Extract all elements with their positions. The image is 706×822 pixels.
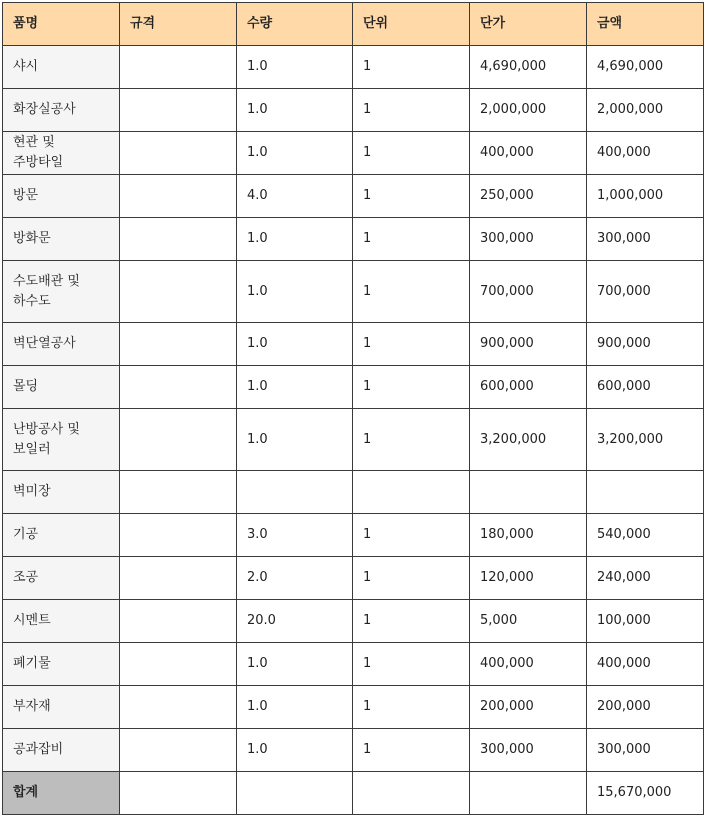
table-row (3, 132, 704, 175)
cell-amount: 540,000 (587, 514, 704, 557)
header-row (3, 3, 704, 46)
cell-amount: 240,000 (587, 557, 704, 600)
cell-unit-price: 250,000 (470, 175, 587, 218)
header-quantity: 수량 (237, 3, 353, 46)
cell-unit: 1 (353, 557, 470, 600)
cell-spec (120, 46, 237, 89)
cell-item-name: 난방공사 및 보일러 (3, 409, 120, 471)
cell-quantity: 2.0 (237, 557, 353, 600)
cell-spec (120, 323, 237, 366)
cell-item-name: 방문 (3, 175, 120, 218)
cell-quantity: 1.0 (237, 409, 353, 471)
cell-unit-price: 400,000 (470, 132, 587, 175)
table-row (3, 514, 704, 557)
cell-item-name: 벽미장 (3, 471, 120, 514)
cell-item-name: 조공 (3, 557, 120, 600)
header-unit: 단위 (353, 3, 470, 46)
table-row (3, 175, 704, 218)
cell-spec (120, 471, 237, 514)
table-row (3, 600, 704, 643)
total-amount: 15,670,000 (587, 772, 704, 815)
cell-quantity: 1.0 (237, 261, 353, 323)
cell-amount: 400,000 (587, 132, 704, 175)
cell-unit: 1 (353, 514, 470, 557)
cell-item-name: 화장실공사 (3, 89, 120, 132)
cell-unit: 1 (353, 46, 470, 89)
cell-unit: 1 (353, 643, 470, 686)
cell-amount: 100,000 (587, 600, 704, 643)
cell-unit: 1 (353, 261, 470, 323)
table-row (3, 643, 704, 686)
table-row (3, 89, 704, 132)
estimate-table (2, 2, 704, 815)
cell-amount: 900,000 (587, 323, 704, 366)
table-row (3, 261, 704, 323)
cell-amount: 300,000 (587, 729, 704, 772)
header-unit-price: 단가 (470, 3, 587, 46)
cell-item-name: 현관 및 주방타일 (3, 132, 120, 175)
table-row (3, 471, 704, 514)
cell-item-name: 벽단열공사 (3, 323, 120, 366)
cell-quantity: 1.0 (237, 686, 353, 729)
cell-unit-price: 300,000 (470, 729, 587, 772)
cell-unit: 1 (353, 409, 470, 471)
cell-quantity (237, 471, 353, 514)
cell-spec (120, 366, 237, 409)
cell-spec (120, 175, 237, 218)
header-spec: 규격 (120, 3, 237, 46)
cell-spec (120, 600, 237, 643)
cell-spec (120, 729, 237, 772)
total-label: 합계 (3, 772, 120, 815)
cell-unit-price: 120,000 (470, 557, 587, 600)
cell-unit-price: 900,000 (470, 323, 587, 366)
table-row (3, 557, 704, 600)
cell-item-name: 몰딩 (3, 366, 120, 409)
cell-unit-price: 4,690,000 (470, 46, 587, 89)
cell-amount (587, 471, 704, 514)
cell-unit-price: 2,000,000 (470, 89, 587, 132)
cell-quantity: 1.0 (237, 643, 353, 686)
cell-unit: 1 (353, 366, 470, 409)
cell-unit-price: 200,000 (470, 686, 587, 729)
cell-item-name: 기공 (3, 514, 120, 557)
table-row (3, 729, 704, 772)
cell-spec (120, 89, 237, 132)
cell-item-name: 공과잡비 (3, 729, 120, 772)
cell-amount: 1,000,000 (587, 175, 704, 218)
cell-item-name: 방화문 (3, 218, 120, 261)
cell-unit-price: 5,000 (470, 600, 587, 643)
cell-unit-price: 600,000 (470, 366, 587, 409)
total-empty-cell (120, 772, 237, 815)
cell-item-name: 샤시 (3, 46, 120, 89)
cell-spec (120, 686, 237, 729)
cell-unit: 1 (353, 686, 470, 729)
table-header (3, 3, 704, 46)
cell-spec (120, 557, 237, 600)
cell-amount: 600,000 (587, 366, 704, 409)
total-empty-cell (470, 772, 587, 815)
cell-quantity: 1.0 (237, 729, 353, 772)
table-body (3, 46, 704, 772)
table-row (3, 323, 704, 366)
cell-amount: 400,000 (587, 643, 704, 686)
cell-item-name: 부자재 (3, 686, 120, 729)
total-empty-cell (237, 772, 353, 815)
cell-unit (353, 471, 470, 514)
total-empty-cell (353, 772, 470, 815)
cell-unit-price: 300,000 (470, 218, 587, 261)
cell-unit-price: 400,000 (470, 643, 587, 686)
cell-amount: 300,000 (587, 218, 704, 261)
cell-amount: 700,000 (587, 261, 704, 323)
cell-quantity: 1.0 (237, 132, 353, 175)
cell-amount: 4,690,000 (587, 46, 704, 89)
cell-spec (120, 409, 237, 471)
cell-unit: 1 (353, 729, 470, 772)
cell-quantity: 1.0 (237, 366, 353, 409)
cell-unit: 1 (353, 89, 470, 132)
cell-item-name: 폐기물 (3, 643, 120, 686)
cell-quantity: 4.0 (237, 175, 353, 218)
cell-unit-price: 3,200,000 (470, 409, 587, 471)
table-row (3, 218, 704, 261)
cell-amount: 200,000 (587, 686, 704, 729)
cell-quantity: 1.0 (237, 218, 353, 261)
cell-spec (120, 643, 237, 686)
cell-unit: 1 (353, 218, 470, 261)
cell-spec (120, 132, 237, 175)
cell-unit: 1 (353, 132, 470, 175)
cell-quantity: 1.0 (237, 46, 353, 89)
cell-amount: 2,000,000 (587, 89, 704, 132)
cell-unit: 1 (353, 175, 470, 218)
cell-quantity: 1.0 (237, 89, 353, 132)
table-footer (3, 772, 704, 815)
cell-item-name: 시멘트 (3, 600, 120, 643)
cell-quantity: 20.0 (237, 600, 353, 643)
cell-unit: 1 (353, 323, 470, 366)
cell-spec (120, 514, 237, 557)
cell-quantity: 3.0 (237, 514, 353, 557)
cell-unit-price: 180,000 (470, 514, 587, 557)
cell-amount: 3,200,000 (587, 409, 704, 471)
cell-quantity: 1.0 (237, 323, 353, 366)
header-amount: 금액 (587, 3, 704, 46)
table-row (3, 366, 704, 409)
table-row (3, 46, 704, 89)
total-row (3, 772, 704, 815)
table-row (3, 686, 704, 729)
cell-spec (120, 218, 237, 261)
header-item-name: 품명 (3, 3, 120, 46)
cell-unit-price (470, 471, 587, 514)
cell-spec (120, 261, 237, 323)
cell-item-name: 수도배관 및 하수도 (3, 261, 120, 323)
cell-unit-price: 700,000 (470, 261, 587, 323)
cell-unit: 1 (353, 600, 470, 643)
table-row (3, 409, 704, 471)
